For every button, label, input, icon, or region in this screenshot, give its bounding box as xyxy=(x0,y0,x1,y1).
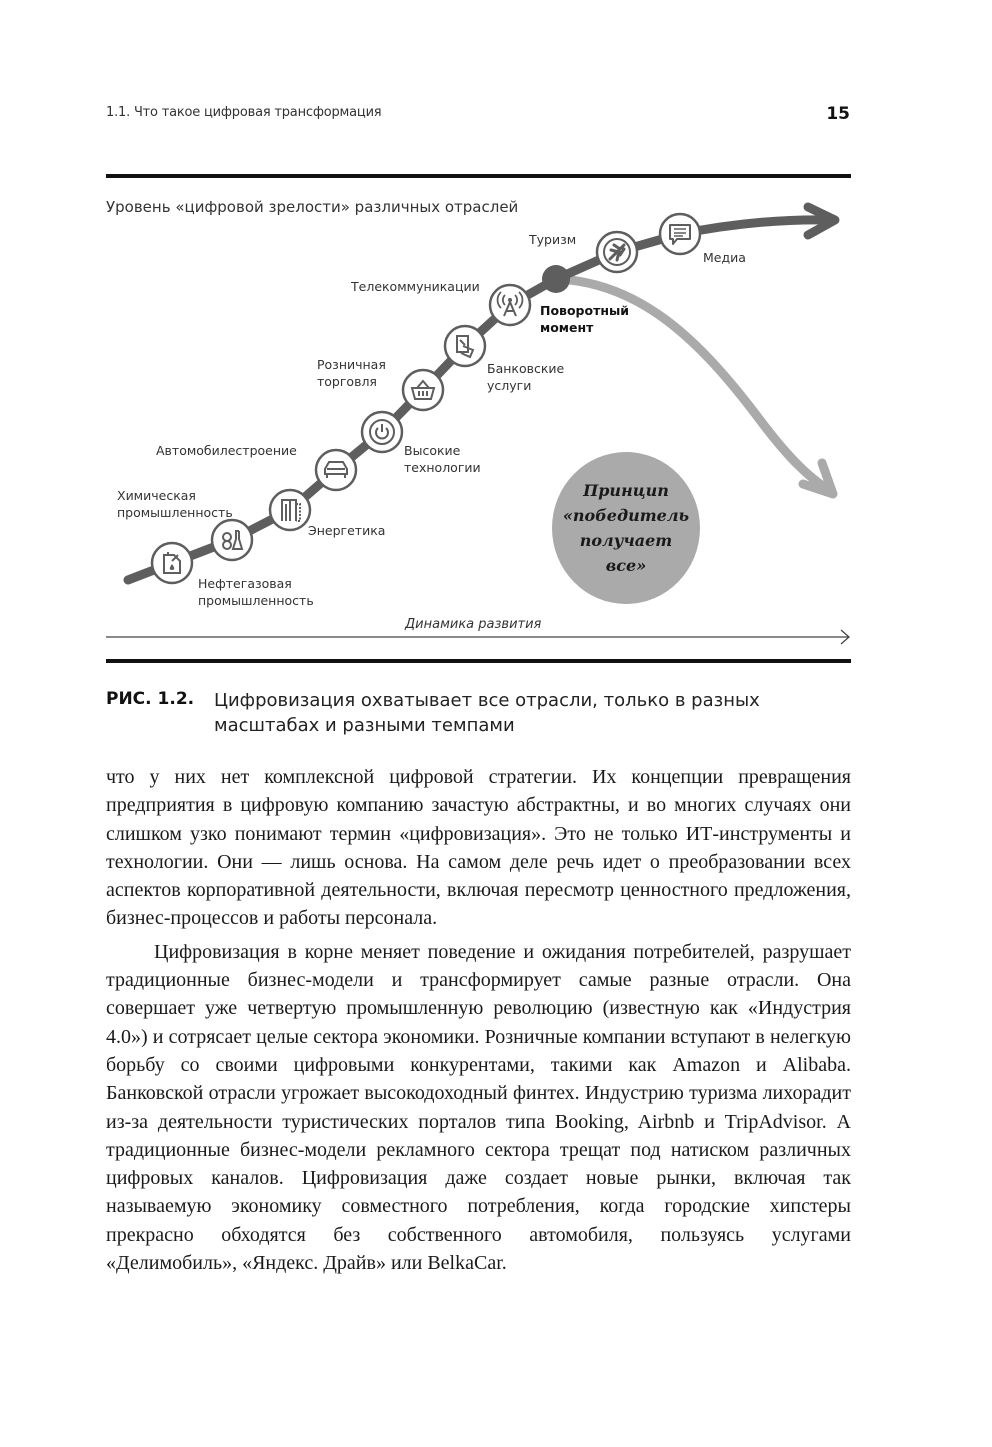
figure-bottom-rule xyxy=(106,659,851,663)
label-telecom: Телекоммуникации xyxy=(351,279,480,294)
shopping-basket-icon xyxy=(403,370,443,410)
winner-takes-all-circle: Принцип «победитель получает все» xyxy=(552,452,700,604)
label-media: Медиа xyxy=(703,250,746,265)
antenna-tower-icon xyxy=(490,285,530,325)
figure-caption xyxy=(106,688,851,738)
caption-text: Цифровизация охватывает все отрасли, только в разных масштабах и разными темпами xyxy=(214,690,760,736)
running-head: 1.1. Что такое цифровая трансформация xyxy=(106,105,382,120)
label-energy: Энергетика xyxy=(308,523,386,538)
turning-point-label: Поворотный момент xyxy=(540,303,630,335)
label-tourism: Туризм xyxy=(529,232,577,247)
caption-number: РИС. 1.2. xyxy=(106,689,195,709)
page-number: 15 xyxy=(826,104,850,124)
label-chemical: Химическая промышленность xyxy=(117,488,233,520)
body-text xyxy=(106,763,851,1277)
oil-canister-icon xyxy=(152,543,192,583)
label-retail: Розничная торговля xyxy=(317,357,386,389)
x-axis-arrow xyxy=(106,630,849,644)
power-button-icon xyxy=(362,412,402,452)
banking-card-icon xyxy=(445,326,485,366)
airplane-icon xyxy=(597,232,637,272)
paragraph: что у них нет комплексной цифровой стратегии. Их концепции превращения предприятия в цифровую компанию зачастую абстрактны, и во многих случаях они слишком узко понимают термин «цифровизация». Это не только ИТ-инструменты и технологии. Они — лишь основа. На самом деле речь идет о преобразовании всех аспектов корпоративной деятельности, включая пересмотр ценностного предложения, бизнес-процессов и работы персонала. xyxy=(106,766,851,930)
label-oil-gas: Нефтегазовая промышленность xyxy=(198,576,314,608)
label-automotive: Автомобилестроение xyxy=(156,443,297,458)
chat-bubble-icon xyxy=(660,214,700,254)
label-banking: Банковские услуги xyxy=(487,361,565,393)
figure-title: Уровень «цифровой зрелости» различных отраслей xyxy=(106,198,519,216)
turning-point-dot xyxy=(542,265,570,293)
power-plant-icon xyxy=(270,490,310,530)
maturity-diagram xyxy=(0,0,992,700)
x-axis-label: Динамика развития xyxy=(405,617,542,632)
chemistry-flask-icon xyxy=(212,520,252,560)
label-high-tech: Высокие технологии xyxy=(404,443,481,475)
car-icon xyxy=(316,450,356,490)
figure xyxy=(0,0,992,700)
paragraph: Цифровизация в корне меняет поведение и ожидания потребителей, разрушает традиционные бизнес-модели и трансформирует самые разные отрасли. Она совершает уже четвертую промышленную революцию (известную как «Индустрия 4.0») и сотрясает целые сектора экономики. Розничные компании вступают в нелегкую борьбу со своими цифровыми конкурентами, такими как Amazon и Alibaba. Банковской отрасли угрожает высокодоходный финтех. Индустрию туризма лихорадит из-за деятельности туристических порталов типа Booking, Airbnb и TripAdvisor. А традиционные бизнес-модели рекламного сектора трещат под натиском различных цифровых каналов. Цифровизация даже создает новые рынки, включая так называемую экономику совместного потребления, когда городские хипстеры прекрасно обходятся без собственного автомобиля, пользуясь услугами «Делимобиль», «Яндекс. Драйв» или BelkaCar. xyxy=(106,940,851,1275)
